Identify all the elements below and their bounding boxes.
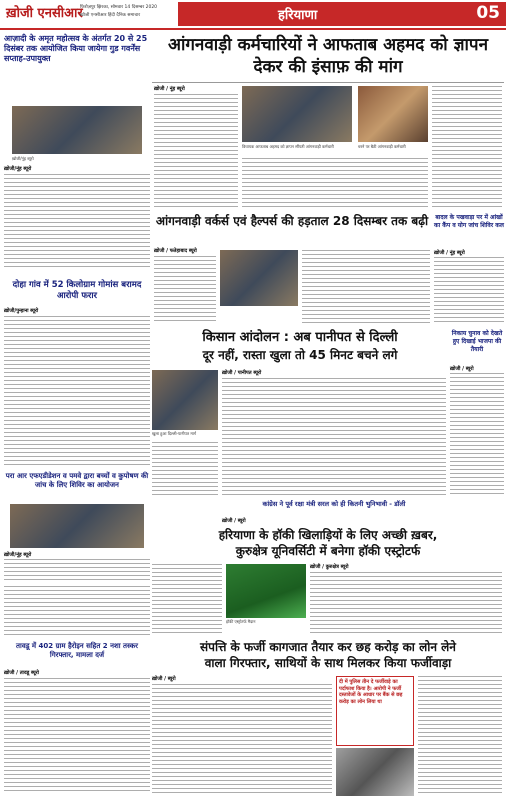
bottom-left-byline: ख़ोजी / तावडू ब्यूरो [4,670,39,676]
hockey-headline-2: कुरुक्षेत्र यूनिवर्सिटी में बनेगा हॉकी एस्ट्रोटर्फ [235,544,421,558]
section-band [178,2,506,26]
bottom-left-body-top [4,586,150,638]
lead-byline: ख़ोजी / नूंह ब्यूरो [154,86,185,92]
farmers-headline-1: किसान आंदोलन : अब पानीपत से दिल्ली [202,330,398,345]
art-hockey [152,528,504,638]
fraud-box [336,676,414,746]
badal-body [434,257,504,324]
farmers-headline-2: दूर नहीं, रास्ता खुला तो 45 मिनट बचने लगे [202,348,398,362]
section-title: हरियाणा [278,8,318,23]
masthead-logo: ख़ोजी एनसीआर [6,6,83,21]
yadav-headline: कांग्रेस ने पूर्व रक्षा मंत्री सरल को ही कितनी भुनिभावी - डॉली [262,500,406,508]
art-strike [152,214,432,326]
fraud-box-text: दी में पुलिस तीन दे फर्जीवाड़े का पर्दाफाश किया है। आरोपी ने फर्जी दस्तावेजों के आधार पर बैंक से छह करोड़ का लोन लिया था [339,679,403,705]
art-badal [434,214,504,326]
left-top-byline: ख़ोजी/नूंह ब्यूरो [4,166,32,172]
left-low-body [4,559,150,581]
fraud-headline-2: वाला गिरफ्तार, साथियों के साथ मिलकर किया फर्जीवाड़ा [204,656,452,670]
bottom-left-headline: तावडू में 402 ग्राम हैरोइन सहित 2 नशा तस्कर गिरफ्तार, मामला दर्ज [16,642,138,659]
lead-caption-1: विधायक आफताब अहमद को ज्ञापन सौंपती आंगनवाड़ी कर्मचारी [242,144,334,149]
lead-body-left [154,94,238,210]
masthead-rule [0,28,506,30]
badal-headline: बादल के पखवाड़ा पर में आंखों का कैंप व योग जांच शिविर कल [434,214,504,229]
left-top-photo-caption: ख़ोजी/नूंह ब्यूरो [12,156,34,161]
left-mid-body [4,316,150,466]
strike-body-1 [154,256,216,324]
dept-headline: निकाय चुनाव को देखते हुए दिखाई भाजपा की तैयारी [451,330,503,353]
fraud-photo [336,748,414,796]
art-yadav [152,500,448,530]
art-bottom-left [4,586,150,796]
strike-headline: आंगनवाड़ी वर्कर्स एवं हैल्पर्स की हड़ताल 28 दिसम्बर तक बढ़ी [155,214,429,228]
left-top-headline: आज़ादी के अमृत महोत्सव के अंतर्गत 20 से 25 दिसंबर तक आयोजित किया जायेगा गुड गवर्नेंस सप्ताह-उपायुक्त [4,34,148,63]
left-low-byline: ख़ोजी/नूंह ब्यूरो [4,552,32,558]
art-fraud [152,640,504,798]
art-left-top [4,34,150,274]
fraud-byline: ख़ोजी / ब्यूरो [152,676,176,682]
fraud-body-1 [152,684,332,796]
hockey-body-2 [310,572,502,636]
art-left-low [4,472,150,582]
hockey-byline: ख़ोजी / कुरुक्षेत्र ब्यूरो [310,564,349,570]
strike-byline: ख़ोजी / फतेहाबाद ब्यूरो [154,248,197,254]
lead-photo-1 [242,86,352,142]
farmers-body-left [152,442,218,496]
date-line: फ़िरोज़पुर झिरका, सोमवार 14 दिसम्बर 2020 [80,5,158,10]
farmers-caption: खुला हुआ दिल्ली-पानीपत मार्ग [152,431,196,436]
left-low-photo [10,504,144,548]
strike-photo [220,250,298,306]
hockey-caption: हॉकी एस्ट्रोटर्फ मैदान [226,619,256,624]
left-mid-byline: ख़ोजी/पुन्हाना ब्यूरो [4,308,39,314]
left-top-body [4,174,150,270]
lead-body-mid [242,158,428,210]
strike-body-2 [302,250,430,324]
left-top-photo [12,106,142,154]
lead-headline: आंगनवाड़ी कर्मचारियों ने आफताब अहमद को ज्ञापन देकर की इंसाफ़ की मांग [167,35,489,77]
fraud-body-2 [418,676,502,796]
farmers-body [222,378,446,496]
yadav-byline: ख़ोजी / ब्यूरो [222,518,246,524]
masthead [0,0,506,32]
dept-byline: ख़ोजी / ब्यूरो [450,366,474,372]
farmers-photo [152,370,218,430]
hockey-body-1 [152,564,222,636]
lead-body-right [432,86,502,210]
left-mid-headline: दोहा गांव में 52 किलोग्राम गोमांस बरामद आरोपी फरार [12,280,142,301]
hockey-photo [226,564,306,618]
art-dept [450,330,504,498]
art-left-mid [4,280,150,470]
left-low-headline: परा आर एफएडीडेशन व पमवे द्वारा बच्चों व कुपोषण की जांच के लिए शिविर का आयोजन [5,472,149,489]
dept-body [450,373,504,496]
farmers-byline: ख़ोजी / पानीपत ब्यूरो [222,370,262,376]
page-number: 05 [476,3,500,23]
hockey-headline-1: हरियाणा के हॉकी खिलाड़ियों के लिए अच्छी ख़बर, [218,528,438,542]
lead-rule [152,82,504,83]
art-farmers [152,330,448,498]
masthead-sub-line: ख़ोजी एनसीआर हिंदी दैनिक समाचार [80,13,141,18]
bottom-left-body [4,678,150,794]
badal-byline: ख़ोजी / नूंह ब्यूरो [434,250,465,256]
fraud-headline-1: संपत्ति के फर्जी कागजात तैयार कर छह करोड़ का लोन लेने [200,640,456,654]
art-lead [152,34,504,214]
lead-caption-2: धरने पर बैठी आंगनवाड़ी कर्मचारी [358,144,406,149]
lead-photo-2 [358,86,428,142]
